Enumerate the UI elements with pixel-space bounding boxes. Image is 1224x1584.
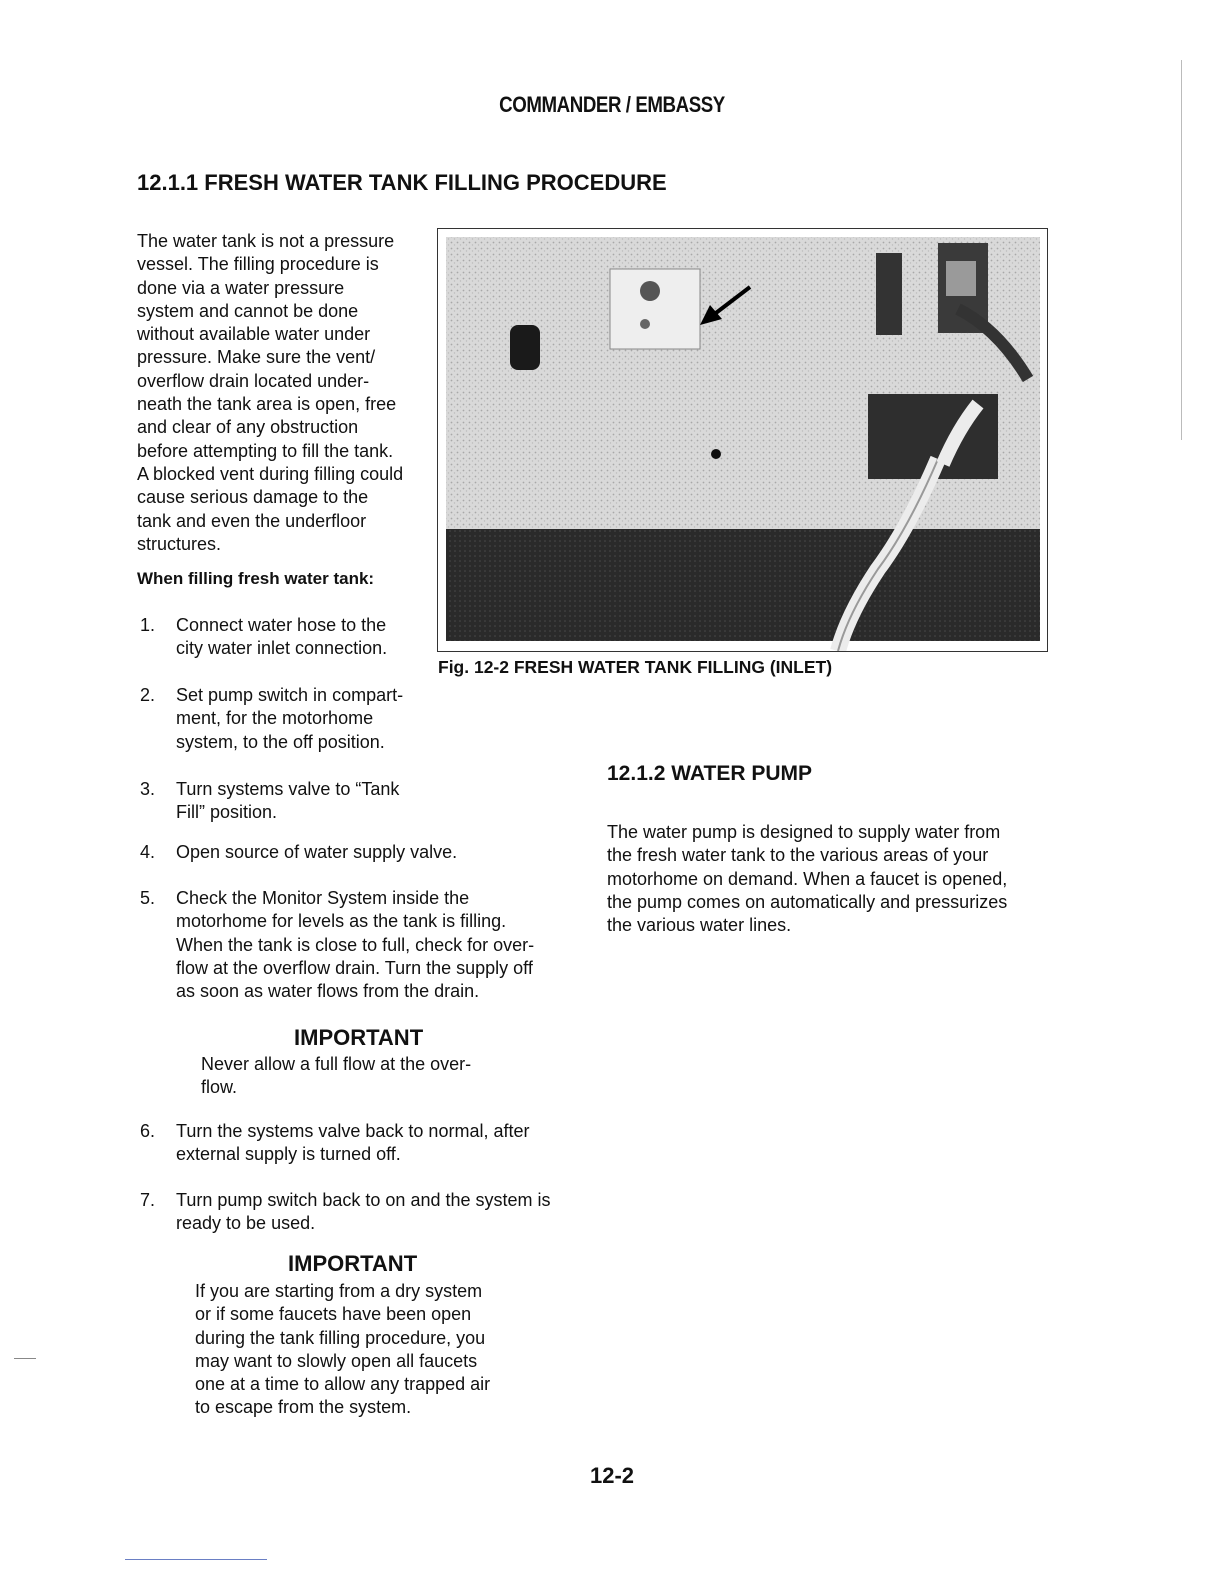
intro-line: The water tank is not a pressure — [137, 231, 395, 251]
step-line: Open source of water supply valve. — [176, 842, 458, 862]
step-line: ready to be used. — [176, 1213, 316, 1234]
step-number: 4. — [140, 842, 156, 862]
section-title-water-pump: 12.1.2 WATER PUMP — [607, 762, 812, 785]
step-item — [140, 887, 580, 1005]
step-item — [140, 614, 440, 662]
step-number: 2. — [140, 685, 156, 705]
page-number: 12-2 — [589, 1463, 635, 1488]
important-line: one at a time to allow any trapped air — [195, 1374, 491, 1395]
intro-line: tank and even the underfloor — [137, 510, 367, 531]
important-heading: IMPORTANT — [288, 1251, 418, 1276]
intro-line: pressure. Make sure the vent/ — [137, 347, 376, 368]
step-line: Set pump switch in compart- — [176, 685, 404, 705]
step-number: 3. — [140, 779, 156, 799]
pump-line: the fresh water tank to the various areas of your — [607, 845, 989, 866]
step-line: Fill” position. — [176, 802, 278, 823]
step-item — [140, 841, 560, 865]
intro-line: vessel. The filling procedure is — [137, 254, 379, 275]
intro-line: without available water under — [137, 324, 371, 345]
intro-line: cause serious damage to the — [137, 487, 369, 508]
important-line: may want to slowly open all faucets — [195, 1350, 478, 1371]
step-number: 1. — [140, 615, 156, 635]
important-line: flow. — [201, 1077, 238, 1098]
scan-edge-line — [1181, 60, 1182, 440]
pump-line: motorhome on demand. When a faucet is opened, — [607, 868, 1008, 889]
step-line: Turn systems valve to “Tank — [176, 779, 400, 799]
step-item — [140, 1189, 590, 1237]
step-line: ment, for the motorhome — [176, 708, 374, 729]
important-line: during the tank filling procedure, you — [195, 1327, 486, 1348]
intro-line: before attempting to fill the tank. — [137, 440, 394, 461]
intro-line: structures. — [137, 533, 222, 554]
step-item — [140, 684, 440, 754]
step-line: When the tank is close to full, check for over- — [176, 934, 535, 955]
important-heading: IMPORTANT — [294, 1025, 424, 1050]
step-line: Turn the systems valve back to normal, after — [176, 1121, 530, 1141]
important-note — [195, 1280, 535, 1420]
step-line: Turn pump switch back to on and the system is — [176, 1190, 551, 1210]
step-line: Connect water hose to the — [176, 615, 387, 635]
step-line: city water inlet connection. — [176, 638, 388, 659]
step-item — [140, 778, 440, 826]
steps-label: When filling fresh water tank: — [137, 569, 375, 588]
running-header: COMMANDER / EMBASSY — [499, 92, 725, 117]
inlet-photo-illustration — [438, 229, 1047, 651]
figure-photo-water-inlet — [437, 228, 1048, 652]
important-line: to escape from the system. — [195, 1397, 412, 1418]
intro-line: A blocked vent during filling could — [137, 463, 404, 484]
pump-line: the pump comes on automatically and pressurizes — [607, 891, 1008, 912]
intro-line: overflow drain located under- — [137, 370, 370, 391]
step-number: 7. — [140, 1190, 156, 1210]
intro-line: system and cannot be done — [137, 300, 359, 321]
important-line: If you are starting from a dry system — [195, 1281, 483, 1301]
important-line: or if some faucets have been open — [195, 1304, 472, 1325]
figure-caption: Fig. 12-2 FRESH WATER TANK FILLING (INLET) — [438, 657, 833, 677]
pump-line: the various water lines. — [607, 915, 792, 936]
intro-line: neath the tank area is open, free — [137, 394, 397, 415]
intro-line: done via a water pressure — [137, 277, 345, 298]
water-pump-paragraph — [607, 821, 1067, 937]
section-title-tank-filling: 12.1.1 FRESH WATER TANK FILLING PROCEDURE — [137, 170, 667, 195]
scan-mark — [14, 1358, 36, 1359]
step-line: motorhome for levels as the tank is filling. — [176, 911, 507, 932]
step-item — [140, 1120, 580, 1168]
intro-paragraph — [137, 230, 437, 556]
step-number: 5. — [140, 888, 156, 908]
step-line: as soon as water flows from the drain. — [176, 981, 480, 1002]
scan-bottom-line — [125, 1559, 267, 1560]
intro-line: and clear of any obstruction — [137, 417, 359, 438]
step-line: Check the Monitor System inside the — [176, 888, 470, 908]
step-number: 6. — [140, 1121, 156, 1141]
step-line: flow at the overflow drain. Turn the supply off — [176, 957, 533, 978]
pump-line: The water pump is designed to supply water from — [607, 822, 1001, 842]
important-line: Never allow a full flow at the over- — [201, 1054, 472, 1074]
step-line: system, to the off position. — [176, 731, 385, 752]
step-line: external supply is turned off. — [176, 1144, 401, 1165]
important-note — [201, 1053, 521, 1100]
